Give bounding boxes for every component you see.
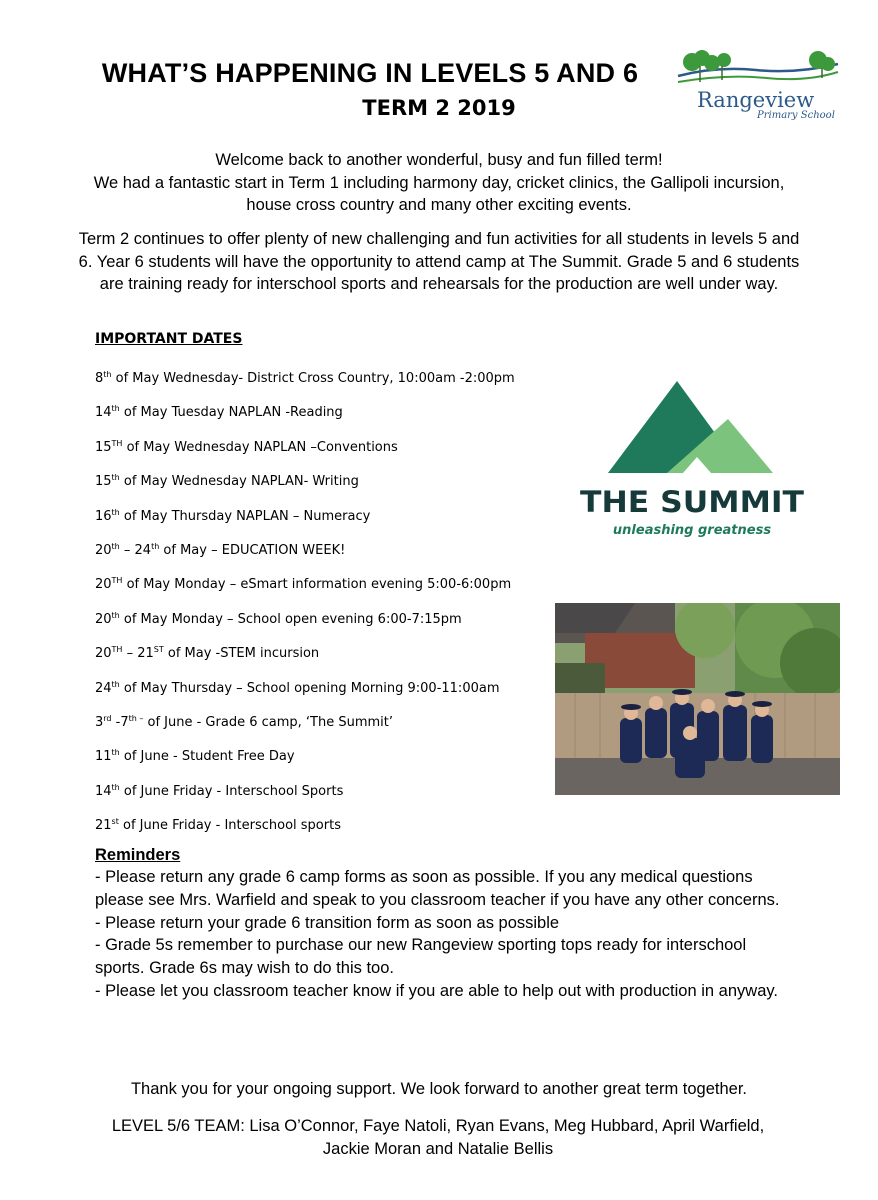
date-sup2: th [151,541,160,551]
summit-tagline: unleashing greatness [612,523,772,538]
date-text: of June Friday - Interschool Sports [119,783,344,799]
thank-you-note: Thank you for your ongoing support. We look forward to another great term together. [130,1080,748,1098]
intro-paragraph-1 [70,149,808,217]
date-sup: th [111,507,120,517]
date-sup: th [111,748,120,758]
date-sup: st [111,817,119,827]
date-sup: th [111,782,120,792]
important-dates-heading: IMPORTANT DATES [95,331,243,347]
date-sup: TH [111,438,123,448]
date-item [95,710,515,744]
intro-line-1: Welcome back to another wonderful, busy and fun filled term! [215,151,663,169]
date-mid: – 24 [119,542,152,558]
the-summit-logo [575,375,810,545]
date-text: of May – EDUCATION WEEK! [159,542,346,558]
camp-group-photo [555,603,840,795]
date-sup: TH [111,576,123,586]
date-item [95,538,515,572]
date-day: 15 [95,439,112,455]
logo-subtitle: Primary School [757,110,835,121]
date-text: of May Thursday NAPLAN – Numeracy [119,508,371,524]
date-sup: th [111,679,120,689]
reminder-item: - Grade 5s remember to purchase our new Rangeview sporting tops ready for interschool sports. Grade 6s may wish to do this too. [95,936,747,978]
date-text: of June - Grade 6 camp, ‘The Summit’ [143,714,394,730]
date-day: 15 [95,474,112,490]
date-sup: TH [111,645,123,655]
date-mid: -7 [111,714,129,730]
intro-line-2: We had a fantastic start in Term 1 including harmony day, cricket clinics, the Gallipoli incursion, house cross country and many other exciting events. [93,173,785,214]
intro-paragraph-2: Term 2 continues to offer plenty of new challenging and fun activities for all students in levels 5 and 6. Year 6 students will have the opportunity to attend camp at The Summit. Grade 5 and 6 students are training ready for interschool sports and rehearsals for the production are well under way. [78,230,800,293]
date-item [95,504,515,538]
date-item [95,400,515,434]
date-item [95,813,515,847]
date-text: of May Wednesday NAPLAN –Conventions [122,439,398,455]
reminder-item: - Please let you classroom teacher know if you are able to help out with production in anyway. [95,981,778,1000]
date-day: 3 [95,714,104,730]
date-item [95,366,515,400]
date-sup: th [111,404,120,414]
date-sup: rd [103,713,112,723]
date-day: 20 [95,577,112,593]
date-text: of May -STEM incursion [163,646,320,662]
date-text: of June - Student Free Day [119,749,295,765]
date-item [95,641,515,675]
date-day: 16 [95,508,112,524]
reminders-heading: Reminders [95,846,181,864]
date-day: 14 [95,783,112,799]
date-day: 20 [95,611,112,627]
date-day: 20 [95,646,112,662]
date-mid: – 21 [122,646,154,662]
date-day: 11 [95,749,112,765]
date-item [95,779,515,813]
date-text: of June Friday - Interschool sports [118,818,341,834]
date-text: of May Wednesday NAPLAN- Writing [119,474,359,490]
date-sup: th [111,541,120,551]
date-day: 14 [95,405,112,421]
date-item [95,572,515,606]
date-text: of May Tuesday NAPLAN -Reading [119,405,343,421]
date-day: 20 [95,542,112,558]
date-day: 24 [95,680,112,696]
reminder-item: - Please return your grade 6 transition form as soon as possible [95,913,560,932]
date-text: of May Wednesday- District Cross Country, 10:00am -2:00pm [111,371,515,386]
date-text: of May Monday – eSmart information evening 5:00-6:00pm [122,577,512,593]
date-item [95,435,515,469]
date-sup: th [111,473,120,483]
date-text: of May Thursday – School opening Morning 9:00-11:00am [119,680,500,696]
important-dates-list [95,366,515,847]
page-title: WHAT’S HAPPENING IN LEVELS 5 AND 6 [101,58,639,88]
date-item [95,744,515,778]
logo-name: Rangeview [697,88,815,112]
reminder-item: - Please return any grade 6 camp forms as soon as possible. If you any medical questions please see Mrs. Warfield and speak to you classroom teacher if you have any other concerns. [95,868,780,909]
page-subtitle: TERM 2 2019 [362,96,516,120]
date-sup2: ST [153,645,164,655]
date-sup2: th – [128,713,144,723]
date-item [95,607,515,641]
date-text: of May Monday – School open evening 6:00-7:15pm [119,611,462,627]
date-day: 21 [95,818,112,834]
date-item [95,676,515,710]
date-sup: th [103,370,112,379]
date-sup: th [111,610,120,620]
summit-title: THE SUMMIT [580,485,805,519]
date-item [95,469,515,503]
date-day: 8 [95,371,104,386]
reminders-list [95,866,795,1003]
team-list: LEVEL 5/6 TEAM: Lisa O’Connor, Faye Natoli, Ryan Evans, Meg Hubbard, April Warfield, Jackie Moran and Natalie Bellis [111,1117,765,1158]
